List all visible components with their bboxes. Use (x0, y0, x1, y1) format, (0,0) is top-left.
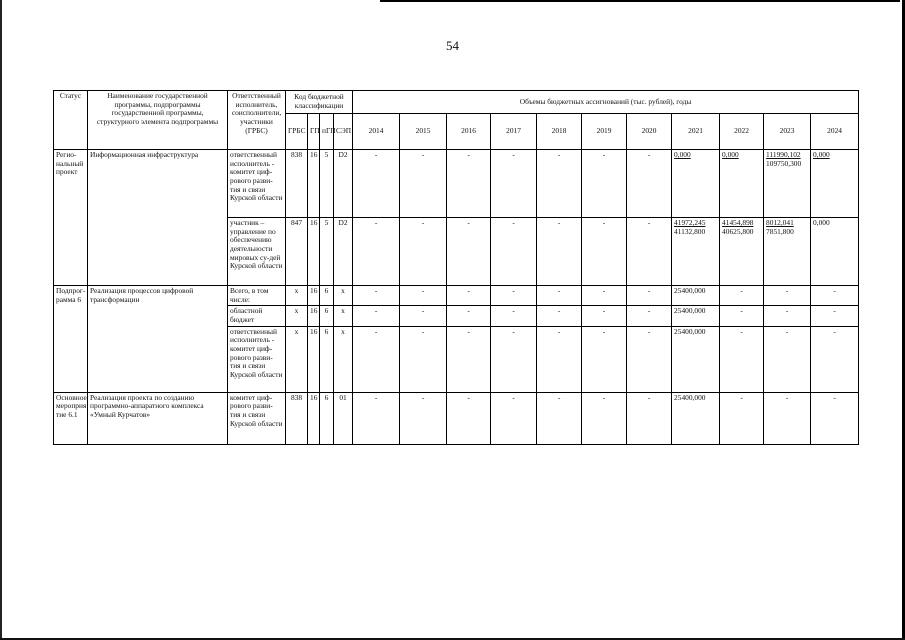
value-cell: - (353, 286, 400, 306)
header-code-col: ГРБС (286, 114, 308, 150)
value-primary: 111990,102 (766, 150, 801, 159)
table-row (54, 286, 859, 306)
value-cell: - (447, 218, 491, 286)
value-cell: - (353, 326, 400, 392)
code-cell: 16 (308, 326, 320, 392)
value-cell: - (582, 286, 627, 306)
header-code-col: ГП (308, 114, 320, 150)
value-cell: - (447, 392, 491, 444)
value-cell: - (627, 286, 672, 306)
row-responsible: ответственный исполнитель - комитет циф-рового разви-тия и связи Курской области (228, 326, 286, 392)
value-cell: - (491, 306, 537, 326)
code-cell: х (286, 286, 308, 306)
value-cell: - (720, 306, 764, 326)
value-cell: - (537, 306, 582, 326)
code-cell: х (286, 306, 308, 326)
value-cell: - (582, 326, 627, 392)
value-primary: 8012,041 (766, 218, 794, 227)
table-row (54, 150, 859, 218)
header-code-col: пГП (320, 114, 334, 150)
code-cell: 5 (320, 218, 334, 286)
code-cell: 16 (308, 306, 320, 326)
code-cell: х (334, 286, 353, 306)
header-responsible: Ответственный исполнитель, соисполнители, участники (ГРБС) (228, 91, 286, 150)
value-cell: - (811, 326, 859, 392)
value-cell (764, 150, 811, 218)
row-status: Регио-нальный проект (54, 150, 88, 286)
code-cell: 838 (286, 150, 308, 218)
value-cell: - (491, 150, 537, 218)
value-cell: - (447, 326, 491, 392)
value-cell: - (400, 326, 447, 392)
value-cell: - (582, 150, 627, 218)
value-primary: 41454,898 (722, 218, 754, 227)
value-cell: - (720, 326, 764, 392)
value-cell: - (491, 326, 537, 392)
value-cell: - (491, 286, 537, 306)
value-cell (672, 218, 720, 286)
page-number: 54 (446, 38, 459, 53)
header-status: Статус (54, 91, 88, 150)
value-cell: - (582, 218, 627, 286)
value-cell: - (353, 306, 400, 326)
code-cell: 6 (320, 306, 334, 326)
code-cell: 01 (334, 392, 353, 444)
value-cell: - (627, 326, 672, 392)
value-cell: - (582, 392, 627, 444)
scan-left-edge (0, 0, 2, 640)
value-primary: 0,000 (813, 150, 830, 159)
value-primary: 0,000 (813, 218, 830, 227)
header-year: 2021 (672, 114, 720, 150)
code-cell: х (334, 306, 353, 326)
value-cell: 25400,000 (672, 286, 720, 306)
value-secondary: 40625,800 (722, 226, 754, 236)
code-cell: 16 (308, 286, 320, 306)
value-cell: - (537, 150, 582, 218)
header-year: 2018 (537, 114, 582, 150)
header-row-1 (54, 91, 859, 114)
value-cell: - (447, 150, 491, 218)
row-name: Реализация проекта по созданию программно-аппаратного комплекса «Умный Курчатов» (88, 392, 228, 444)
value-secondary: 109750,300 (766, 158, 802, 168)
value-cell: - (491, 218, 537, 286)
code-cell: 847 (286, 218, 308, 286)
code-cell: 6 (320, 286, 334, 306)
value-cell (811, 150, 859, 218)
code-cell: 16 (308, 392, 320, 444)
value-cell: - (537, 218, 582, 286)
row-responsible: ответственный исполнитель - комитет циф-рового разви-тия и связи Курской области (228, 150, 286, 218)
value-cell (720, 150, 764, 218)
value-cell: - (764, 326, 811, 392)
header-year: 2016 (447, 114, 491, 150)
value-cell (672, 150, 720, 218)
value-primary: 0,000 (674, 150, 691, 159)
value-cell: 25400,000 (672, 392, 720, 444)
header-code-col: СЭП (334, 114, 353, 150)
value-cell: - (627, 392, 672, 444)
header-year: 2022 (720, 114, 764, 150)
header-year: 2019 (582, 114, 627, 150)
table-row (54, 392, 859, 444)
scan-top-edge (380, 0, 900, 2)
value-cell: - (491, 392, 537, 444)
value-cell: - (811, 286, 859, 306)
value-cell: - (811, 306, 859, 326)
code-cell: D2 (334, 218, 353, 286)
header-year: 2015 (400, 114, 447, 150)
value-cell: - (400, 218, 447, 286)
value-cell: - (400, 150, 447, 218)
value-cell: - (353, 218, 400, 286)
value-cell (811, 218, 859, 286)
value-cell: - (764, 392, 811, 444)
value-cell: - (720, 286, 764, 306)
header-name: Наименование государственной программы, подпрограммы государственной программы, структурного элемента подпрограммы (88, 91, 228, 150)
code-cell: 6 (320, 392, 334, 444)
header-year: 2014 (353, 114, 400, 150)
value-cell: - (764, 286, 811, 306)
value-cell: - (353, 150, 400, 218)
value-cell: - (400, 306, 447, 326)
value-cell: - (400, 286, 447, 306)
value-cell: - (353, 392, 400, 444)
budget-table (53, 90, 859, 445)
value-cell: - (627, 306, 672, 326)
value-cell: - (537, 326, 582, 392)
code-cell: х (286, 326, 308, 392)
header-year: 2020 (627, 114, 672, 150)
header-year: 2017 (491, 114, 537, 150)
value-primary: 0,000 (722, 150, 739, 159)
row-name: Реализация процессов цифровой трансформации (88, 286, 228, 393)
value-cell: - (537, 286, 582, 306)
code-cell: 6 (320, 326, 334, 392)
value-cell: 25400,000 (672, 306, 720, 326)
code-cell: 838 (286, 392, 308, 444)
value-cell: - (447, 306, 491, 326)
row-responsible: участник – управление по обеспечению деятельности мировых су-дей Курской области (228, 218, 286, 286)
row-status: Основное мероприя тие 6.1 (54, 392, 88, 444)
value-cell: - (811, 392, 859, 444)
value-primary: 41972,245 (674, 218, 706, 227)
value-cell (764, 218, 811, 286)
header-volumes: Объемы бюджетных ассигнований (тыс. рублей), годы (353, 91, 859, 114)
code-cell: х (334, 326, 353, 392)
value-secondary: 7851,800 (766, 226, 794, 236)
code-cell: 16 (308, 150, 320, 218)
code-cell: 5 (320, 150, 334, 218)
row-responsible: комитет циф-рового разви-тия и связи Курской области (228, 392, 286, 444)
row-name: Информационная инфраструктура (88, 150, 228, 286)
row-responsible: областной бюджет (228, 306, 286, 326)
header-code: Код бюджетной классификации (286, 91, 353, 114)
value-cell (720, 218, 764, 286)
header-year: 2024 (811, 114, 859, 150)
row-responsible: Всего, в том числе: (228, 286, 286, 306)
value-cell: - (537, 392, 582, 444)
code-cell: 16 (308, 218, 320, 286)
code-cell: D2 (334, 150, 353, 218)
value-cell: - (400, 392, 447, 444)
header-year: 2023 (764, 114, 811, 150)
value-cell: - (582, 306, 627, 326)
value-cell: - (627, 150, 672, 218)
value-cell: - (720, 392, 764, 444)
value-secondary: 41132,800 (674, 226, 706, 236)
value-cell: 25400,000 (672, 326, 720, 392)
value-cell: - (447, 286, 491, 306)
row-status: Подпрог-рамма 6 (54, 286, 88, 393)
value-cell: - (764, 306, 811, 326)
value-cell: - (627, 218, 672, 286)
